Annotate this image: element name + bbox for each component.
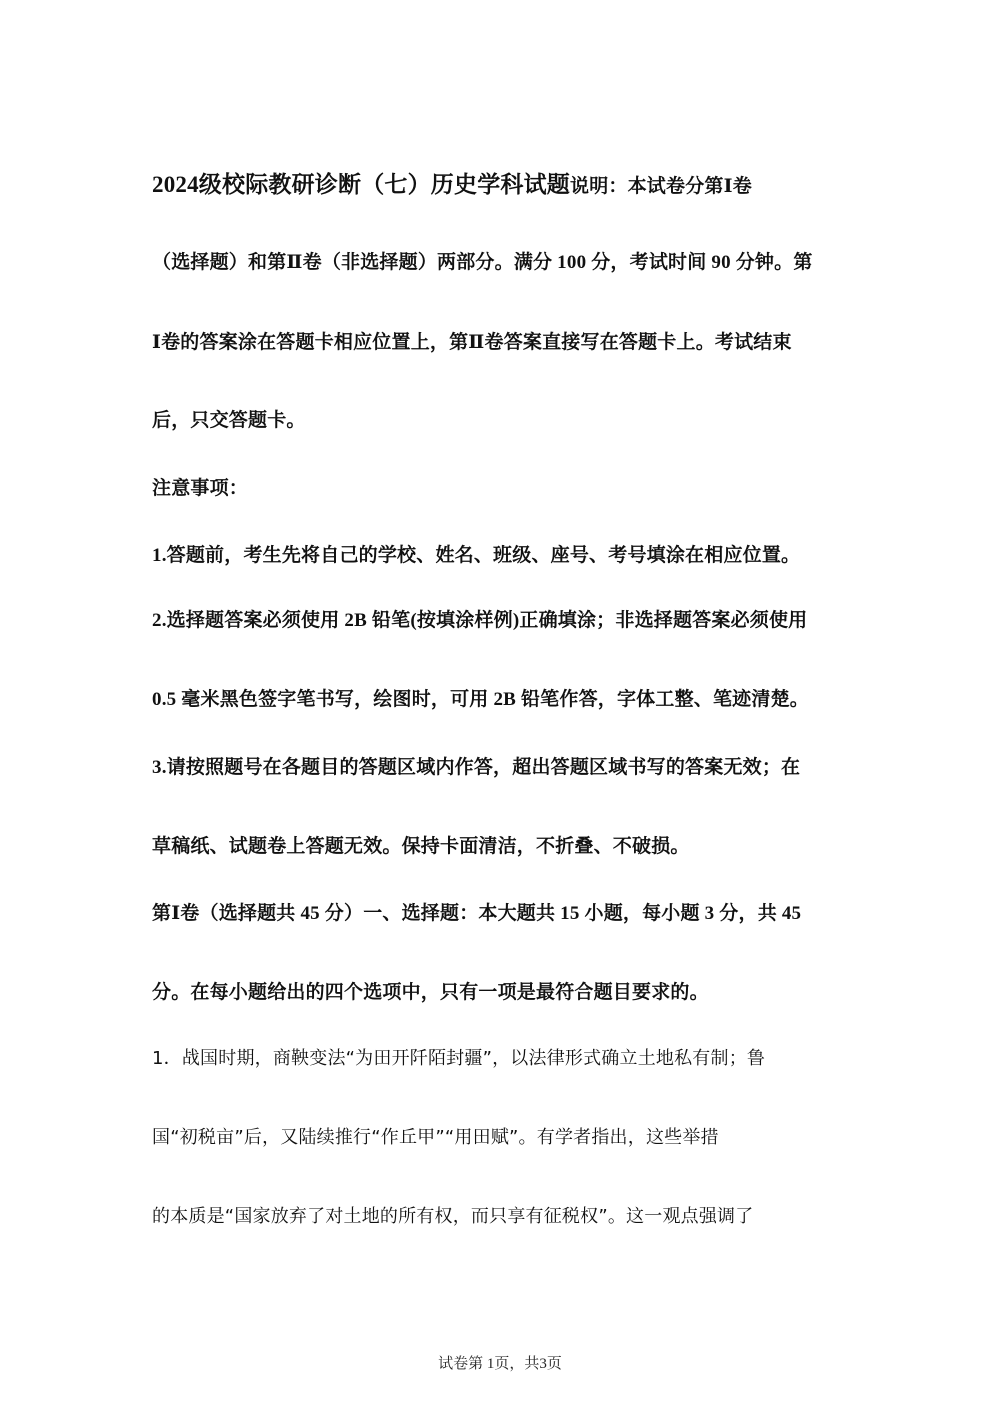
intro-line: 后，只交答题卡。 bbox=[152, 410, 306, 431]
notes-heading: 注意事项： bbox=[152, 478, 249, 499]
exam-title: 2024级校际教研诊断（七）历史学科试题 bbox=[152, 172, 570, 197]
section-heading: 分。在每小题给出的四个选项中，只有一项是最符合题目要求的。 bbox=[152, 982, 709, 1003]
intro-line: （选择题）和第Ⅱ卷（非选择题）两部分。满分 100 分，考试时间 90 分钟。第 bbox=[152, 252, 813, 273]
note-item: 草稿纸、试题卷上答题无效。保持卡面清洁，不折叠、不破损。 bbox=[152, 836, 690, 857]
note-item: 0.5 毫米黑色签字笔书写，绘图时，可用 2B 铅笔作答，字体工整、笔迹清楚。 bbox=[152, 689, 809, 710]
intro-line: Ⅰ卷的答案涂在答题卡相应位置上，第Ⅱ卷答案直接写在答题卡上。考试结束 bbox=[152, 332, 792, 353]
intro-text: 说明：本试卷分第Ⅰ卷 bbox=[570, 176, 752, 197]
note-item: 3.请按照题号在各题目的答题区域内作答，超出答题区域书写的答案无效；在 bbox=[152, 757, 801, 778]
note-item: 2.选择题答案必须使用 2B 铅笔(按填涂样例)正确填涂；非选择题答案必须使用 bbox=[152, 610, 808, 631]
title-line bbox=[152, 172, 752, 200]
section-heading: 第Ⅰ卷（选择题共 45 分）一、选择题：本大题共 15 小题，每小题 3 分，共 45 bbox=[152, 903, 802, 924]
question-text: 国“初税亩”后，又陆续推行“作丘甲”“用田赋”。有学者指出，这些举措 bbox=[152, 1127, 719, 1148]
page-footer: 试卷第 1页，共3页 bbox=[438, 1356, 562, 1372]
question-text: 的本质是“国家放弃了对土地的所有权，而只享有征税权”。这一观点强调了 bbox=[152, 1206, 754, 1227]
note-item: 1.答题前，考生先将自己的学校、姓名、班级、座号、考号填涂在相应位置。 bbox=[152, 545, 801, 566]
question-text: 1．战国时期，商鞅变法“为田开阡陌封疆”，以法律形式确立土地私有制；鲁 bbox=[152, 1048, 766, 1069]
